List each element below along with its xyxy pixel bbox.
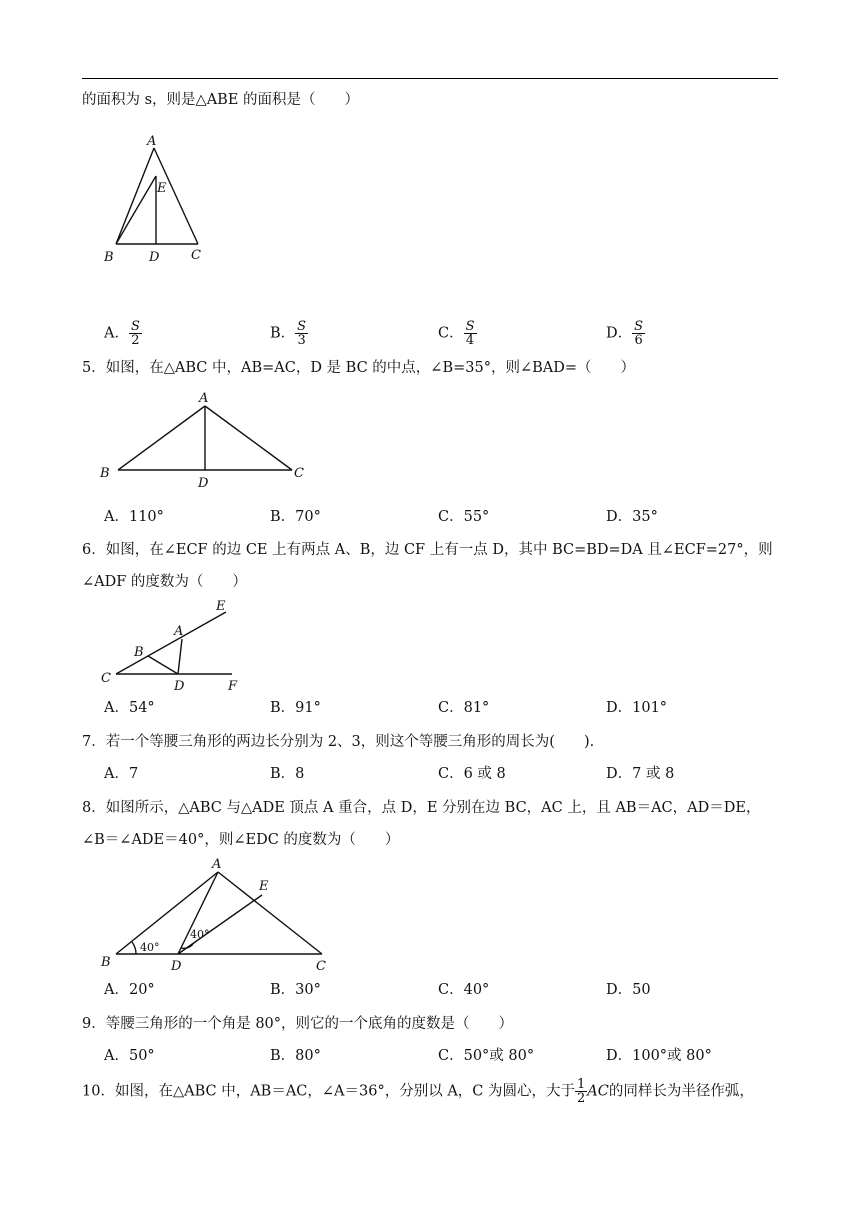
q4-option-d: D． $\frac{S}{6}$	[606, 319, 644, 348]
q7-option-a: A．7	[104, 766, 139, 782]
q4-option-b: B． $\frac{S}{3}$	[270, 319, 307, 348]
q7-option-d: D．7 或 8	[606, 766, 675, 782]
q6-label-b: B	[134, 645, 144, 660]
q9-stem: 9．等腰三角形的一个角是 80°，则它的一个底角的度数是（ ）	[82, 1016, 514, 1032]
q6-option-c: C．81°	[438, 700, 490, 716]
q4-label-d: D	[149, 250, 160, 265]
q8-angle-b-label: 40°	[140, 941, 160, 954]
q7-option-c: C．6 或 8	[438, 766, 506, 782]
q5-option-d: D．35°	[606, 509, 658, 525]
q4-option-a: A． $\frac{S}{2}$	[104, 319, 140, 348]
q6-label-e: E	[216, 599, 226, 614]
q6-figure	[96, 598, 256, 694]
q4-label-e: E	[157, 181, 167, 196]
q9-option-a: A．50°	[104, 1048, 155, 1064]
q5-label-c: C	[294, 466, 304, 481]
q4-figure	[100, 132, 220, 268]
q8-option-a: A．20°	[104, 982, 155, 998]
q4-stem: 的面积为 s，则是△ABE 的面积是（ ）	[82, 92, 360, 108]
q8-label-e: E	[259, 879, 269, 894]
q4-label-b: B	[104, 250, 114, 265]
q8-option-c: C．40°	[438, 982, 490, 998]
q8-option-d: D．50	[606, 982, 651, 998]
q6-label-c: C	[101, 671, 111, 686]
q6-option-a: A．54°	[104, 700, 155, 716]
q4-option-c: C． $\frac{S}{4}$	[438, 319, 475, 348]
q6-stem-line1: 6．如图，在∠ECF 的边 CE 上有两点 A、B，边 CF 上有一点 D，其中 BC=BD=DA 且∠ECF=27°，则	[82, 542, 773, 558]
q7-option-b: B．8	[270, 766, 305, 782]
q8-option-b: B．30°	[270, 982, 321, 998]
q6-label-d: D	[174, 679, 185, 694]
q5-label-d: D	[198, 476, 209, 491]
q6-option-b: B．91°	[270, 700, 321, 716]
q5-option-b: B．70°	[270, 509, 321, 525]
q4-label-c: C	[191, 248, 201, 263]
q6-option-d: D．101°	[606, 700, 668, 716]
q8-label-b: B	[101, 955, 111, 970]
q5-label-a: A	[199, 391, 209, 406]
q5-label-b: B	[100, 466, 110, 481]
q6-stem-line2: ∠ADF 的度数为（ ）	[82, 574, 247, 590]
q5-figure	[96, 388, 316, 492]
q8-label-d: D	[171, 959, 182, 974]
q8-label-a: A	[212, 857, 222, 872]
q10-fraction: $\frac{1}{2}$	[577, 1077, 586, 1106]
q9-option-d: D．100°或 80°	[606, 1048, 712, 1064]
q6-label-a: A	[174, 624, 184, 639]
header-rule	[82, 78, 778, 79]
q5-option-c: C．55°	[438, 509, 490, 525]
q5-stem: 5．如图，在△ABC 中，AB=AC，D 是 BC 的中点，∠B=35°，则∠BAD=（ ）	[82, 360, 635, 376]
q4-label-a: A	[147, 134, 157, 149]
q8-stem-line2: ∠B＝∠ADE＝40°，则∠EDC 的度数为（ ）	[82, 832, 400, 848]
q6-label-f: F	[228, 679, 238, 694]
q5-option-a: A．110°	[104, 509, 164, 525]
q9-option-b: B．80°	[270, 1048, 321, 1064]
q10-stem: 10．如图，在△ABC 中，AB＝AC，∠A＝36°，分别以 A，C 为圆心，大于 $\frac{1}{2}$ AC的同样长为半径作弧，	[82, 1077, 754, 1106]
q8-angle-d-label: 40°	[190, 928, 210, 941]
q9-option-c: C．50°或 80°	[438, 1048, 535, 1064]
q7-stem: 7．若一个等腰三角形的两边长分别为 2、3，则这个等腰三角形的周长为( ).	[82, 734, 595, 750]
q8-stem-line1: 8．如图所示，△ABC 与△ADE 顶点 A 重合，点 D，E 分别在边 BC，AC 上，且 AB＝AC，AD＝DE，	[82, 800, 761, 816]
q8-label-c: C	[316, 959, 326, 974]
q8-figure	[96, 856, 340, 974]
